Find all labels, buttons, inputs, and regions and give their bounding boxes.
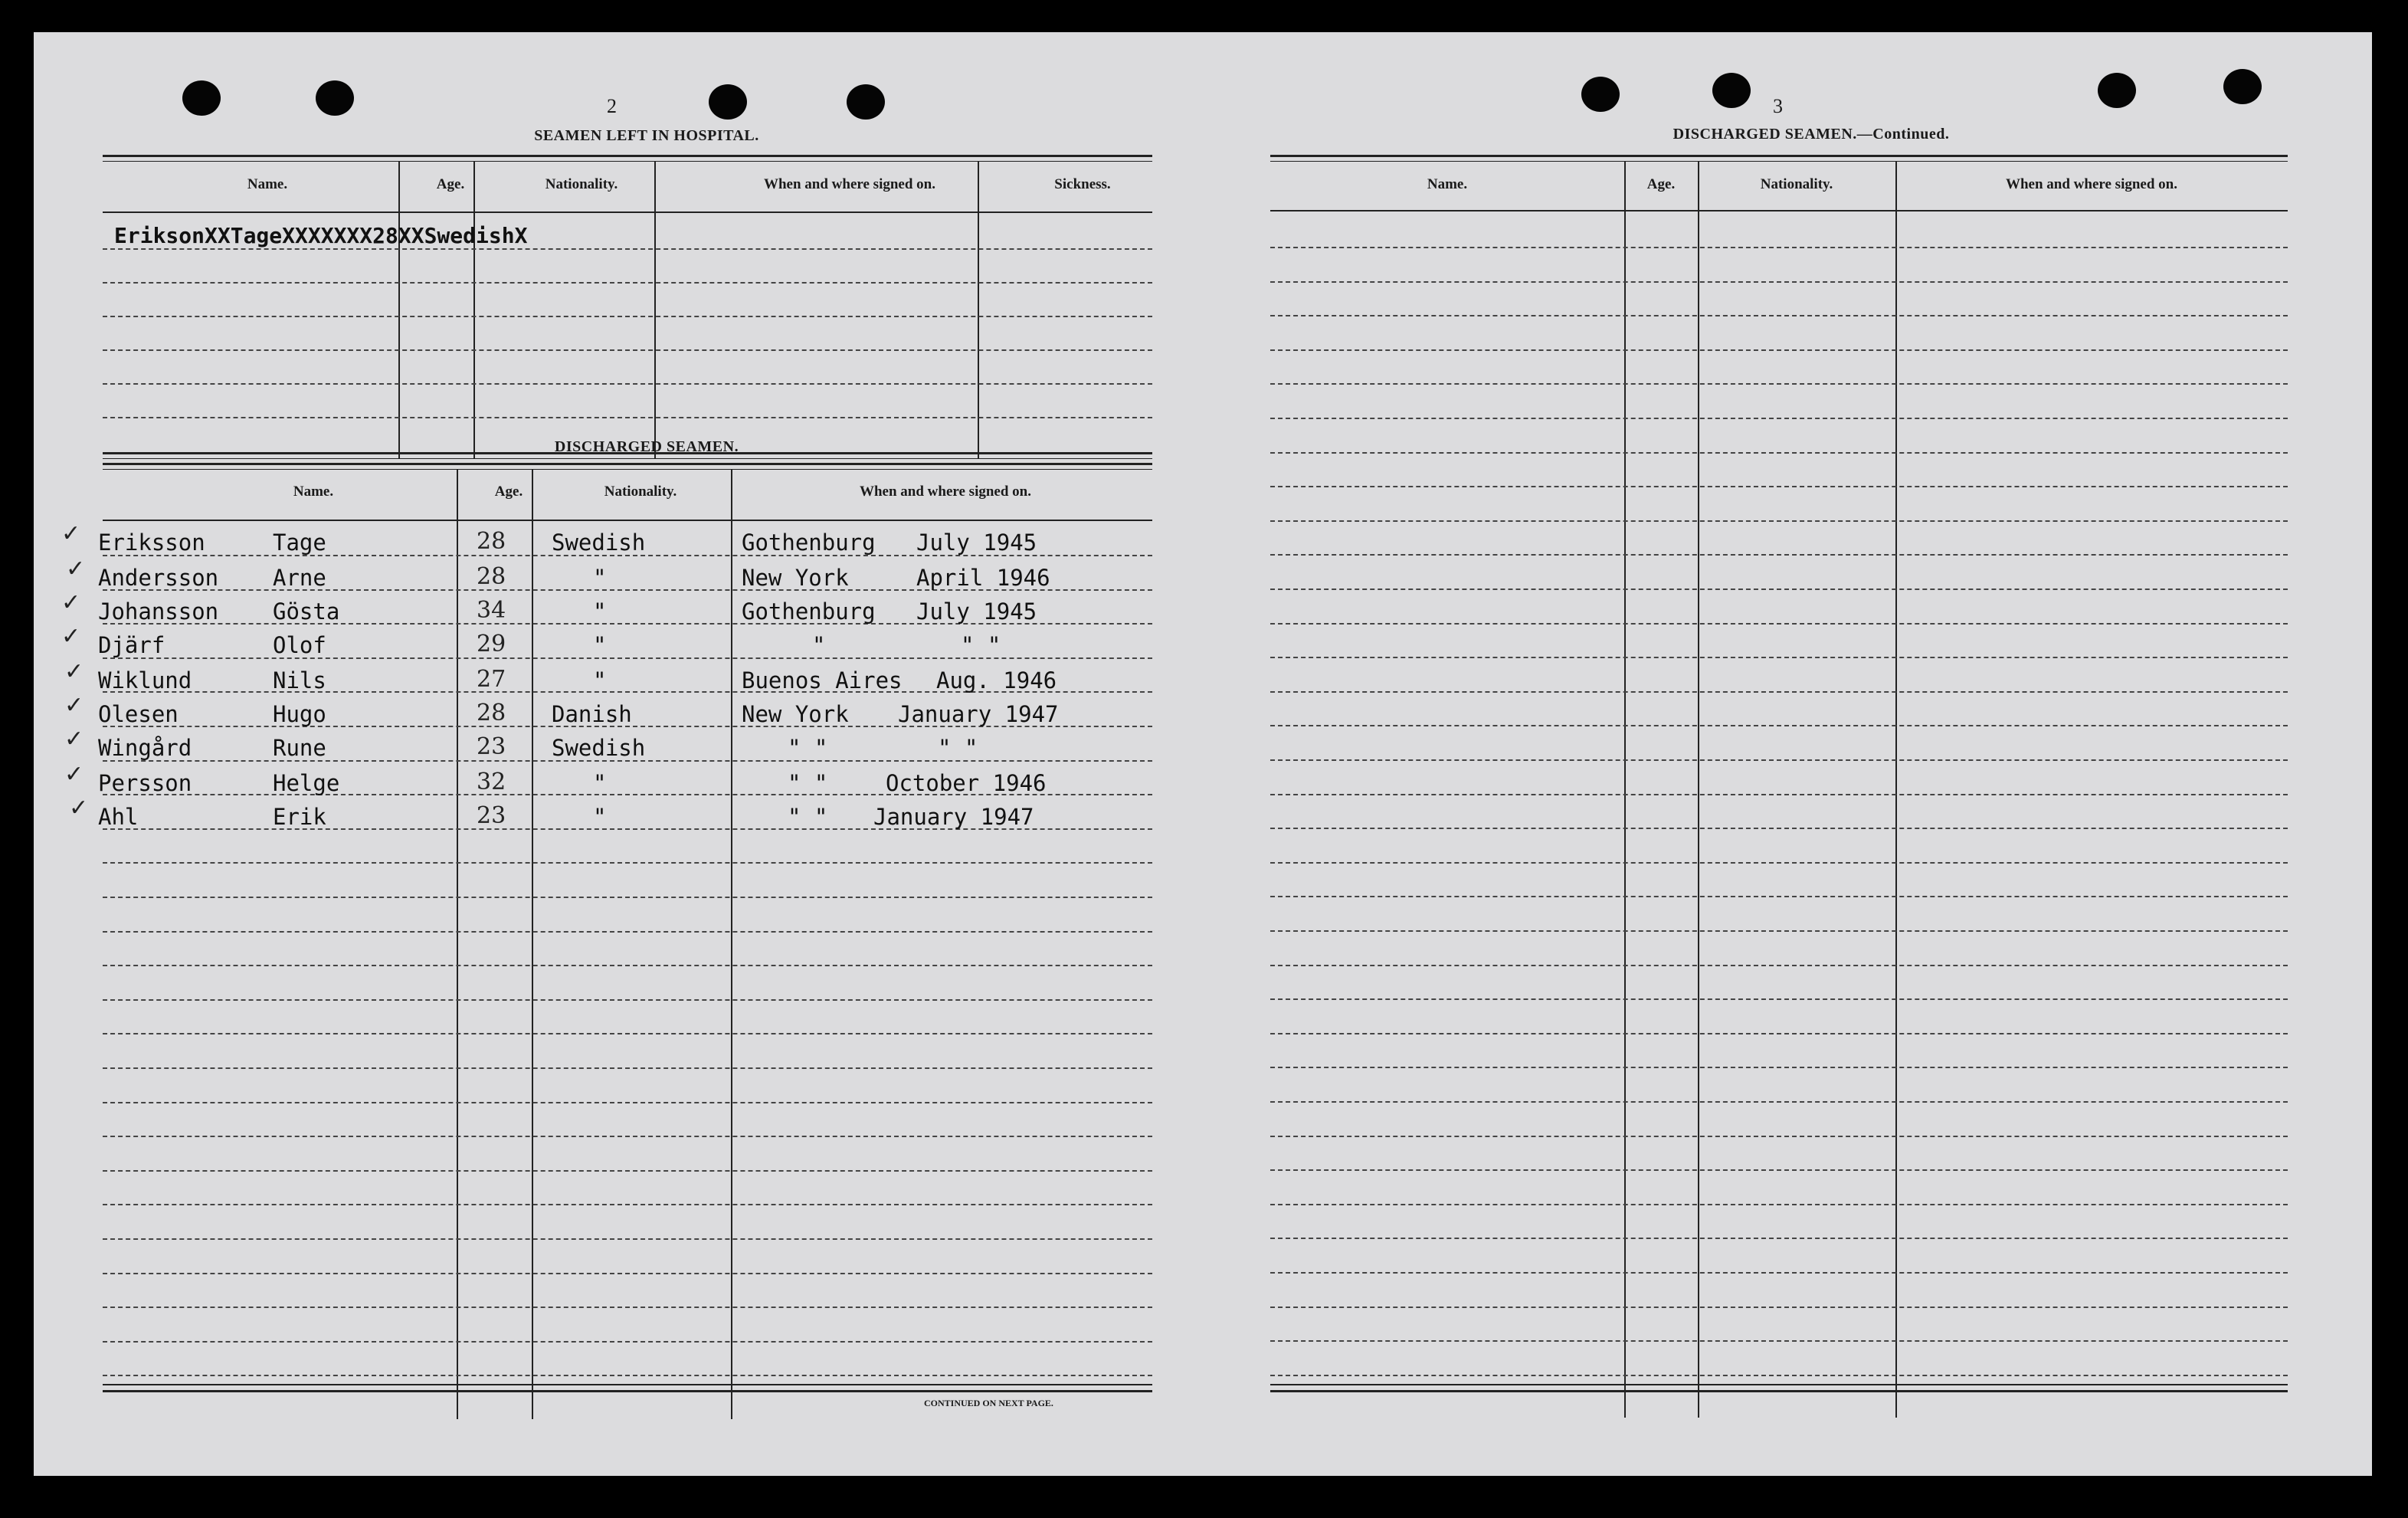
age: 28 (477, 563, 506, 590)
signed-place: " (812, 632, 826, 658)
tick-mark: ✓ (69, 795, 89, 821)
hospital-col-divider (978, 161, 979, 458)
discharged-top-rule (103, 463, 1152, 465)
ruled-line (1270, 520, 2288, 522)
ruled-line (1270, 281, 2288, 283)
hospital-top-rule-thin (103, 161, 1152, 162)
surname: Persson (98, 770, 192, 796)
discharged-col-divider (731, 469, 732, 1419)
signed-place: " " (788, 735, 828, 761)
right-header-age: Age. (1646, 176, 1676, 192)
discharged-header-age: Age. (494, 484, 523, 500)
ruled-line (1270, 1067, 2288, 1068)
signed-place: Buenos Aires (742, 667, 903, 693)
ruled-line (103, 999, 1152, 1001)
nationality: " (593, 632, 607, 658)
surname: Olesen (98, 701, 179, 727)
discharged-header-name: Name. (293, 484, 334, 500)
surname: Andersson (98, 565, 219, 591)
surname: Eriksson (98, 529, 205, 556)
hospital-col-divider (398, 161, 400, 458)
signed-date: July 1945 (916, 529, 1037, 556)
ruled-line (103, 897, 1152, 898)
right-header-name: Name. (1427, 176, 1468, 192)
nationality: " (593, 770, 607, 796)
punch-hole (709, 84, 747, 120)
discharged-header-rule (103, 520, 1152, 521)
hospital-row-line (103, 417, 1152, 418)
continued-section-title: DISCHARGED SEAMEN.—Continued. (1672, 126, 1950, 143)
hospital-row-line (103, 282, 1152, 284)
hospital-row-line (103, 383, 1152, 385)
ruled-line (103, 1067, 1152, 1069)
punch-hole (2098, 73, 2136, 108)
discharged-section-title: DISCHARGED SEAMEN. (554, 438, 739, 455)
age: 23 (477, 802, 506, 829)
tick-mark: ✓ (61, 520, 81, 547)
hospital-struck-entry: EriksonXXTageXXXXXXX28XXSwedishX (114, 223, 528, 248)
nationality: Swedish (552, 529, 646, 556)
age: 23 (477, 733, 506, 760)
page-number-right: 3 (1773, 95, 1783, 117)
right-bottom-rule (1270, 1384, 2288, 1385)
given-name: Arne (273, 565, 326, 591)
given-name: Gösta (273, 598, 340, 625)
hospital-header-sickness: Sickness. (1054, 176, 1111, 192)
ruled-line (103, 965, 1152, 966)
discharged-bottom-rule (103, 1384, 1152, 1385)
tick-mark: ✓ (64, 726, 84, 752)
tick-mark: ✓ (66, 556, 86, 582)
signed-date: April 1946 (916, 565, 1050, 591)
ruled-line (1270, 589, 2288, 590)
ruled-line (103, 1170, 1152, 1172)
surname: Wiklund (98, 667, 192, 693)
signed-date: Aug. 1946 (936, 667, 1057, 693)
ruled-line (1270, 1375, 2288, 1376)
hospital-row-line (103, 316, 1152, 317)
ruled-line (1270, 657, 2288, 658)
ruled-line (1270, 554, 2288, 556)
ruled-line (1270, 998, 2288, 1000)
ruled-line (1270, 247, 2288, 248)
tick-mark: ✓ (64, 761, 84, 788)
ruled-line (1270, 1136, 2288, 1137)
hospital-section-title: SEAMEN LEFT IN HOSPITAL. (534, 127, 759, 144)
ruled-line (1270, 691, 2288, 693)
ruled-line (103, 1375, 1152, 1376)
ruled-line (1270, 1272, 2288, 1274)
signed-place: " " (788, 770, 828, 796)
tick-mark: ✓ (64, 658, 84, 685)
hospital-header-age: Age. (436, 176, 465, 192)
signed-place: New York (742, 701, 849, 727)
hospital-top-rule (103, 155, 1152, 157)
hospital-row-line (103, 349, 1152, 351)
ruled-line (103, 1136, 1152, 1137)
hospital-bottom-rule-thin (103, 458, 1152, 459)
ruled-line (1270, 1204, 2288, 1205)
signed-date: January 1947 (898, 701, 1059, 727)
document-sheet (34, 32, 2372, 1476)
right-bottom-rule-thick (1270, 1390, 2288, 1392)
age: 28 (477, 700, 506, 726)
ruled-line (1270, 759, 2288, 761)
ruled-line (1270, 896, 2288, 897)
discharged-header-signed-on: When and where signed on. (859, 484, 1031, 500)
ruled-line (1270, 1169, 2288, 1171)
right-header-nationality: Nationality. (1760, 176, 1833, 192)
hospital-col-divider (473, 161, 475, 458)
ruled-line (103, 1341, 1152, 1343)
ruled-line (1270, 486, 2288, 487)
given-name: Erik (273, 804, 326, 830)
hospital-row-line (103, 248, 1152, 250)
ruled-line (1270, 1238, 2288, 1239)
hospital-col-divider (654, 161, 656, 458)
ruled-line (103, 1033, 1152, 1034)
ruled-line (1270, 725, 2288, 726)
ruled-line (103, 1102, 1152, 1103)
discharged-col-divider (532, 469, 533, 1419)
tick-mark: ✓ (61, 589, 81, 616)
ruled-line (103, 1238, 1152, 1240)
tick-mark: ✓ (64, 692, 84, 719)
surname: Djärf (98, 632, 165, 658)
punch-hole (316, 80, 354, 116)
right-top-rule-thin (1270, 161, 2288, 162)
ruled-line (1270, 930, 2288, 932)
punch-hole (1712, 73, 1751, 108)
given-name: Tage (273, 529, 326, 556)
nationality: " (593, 804, 607, 830)
ruled-line (1270, 349, 2288, 351)
punch-hole (1581, 77, 1620, 112)
ruled-line (103, 931, 1152, 933)
given-name: Olof (273, 632, 326, 658)
signed-date: January 1947 (873, 804, 1034, 830)
ruled-line (1270, 623, 2288, 625)
age: 32 (477, 769, 506, 795)
age: 28 (477, 528, 506, 555)
given-name: Hugo (273, 701, 326, 727)
signed-place: Gothenburg (742, 598, 876, 625)
discharged-header-nationality: Nationality. (604, 484, 677, 500)
signed-date: July 1945 (916, 598, 1037, 625)
age: 27 (477, 666, 506, 693)
signed-date: " " (938, 735, 978, 761)
ruled-line (1270, 1101, 2288, 1103)
nationality: " (593, 667, 607, 693)
tick-mark: ✓ (61, 623, 81, 650)
ruled-line (1270, 828, 2288, 829)
discharged-col-divider (457, 469, 458, 1419)
hospital-header-nationality: Nationality. (545, 176, 618, 192)
right-top-rule (1270, 155, 2288, 157)
nationality: " (593, 598, 607, 625)
discharged-top-rule-thin (103, 469, 1152, 470)
signed-date: " " (961, 632, 1001, 658)
surname: Johansson (98, 598, 219, 625)
hospital-header-signed-on: When and where signed on. (763, 176, 935, 192)
given-name: Helge (273, 770, 340, 796)
nationality: Danish (552, 701, 632, 727)
right-header-rule (1270, 210, 2288, 211)
signed-place: " " (788, 804, 828, 830)
ruled-line (103, 1307, 1152, 1308)
ruled-line (1270, 965, 2288, 966)
punch-hole (182, 80, 221, 116)
hospital-header-name: Name. (247, 176, 288, 192)
nationality: " (593, 565, 607, 591)
signed-place: Gothenburg (742, 529, 876, 556)
surname: Ahl (98, 804, 139, 830)
punch-hole (847, 84, 885, 120)
given-name: Nils (273, 667, 326, 693)
surname: Wingård (98, 735, 192, 761)
ruled-line (103, 1204, 1152, 1205)
ruled-line (1270, 315, 2288, 316)
ruled-line (1270, 862, 2288, 864)
ruled-line (1270, 1307, 2288, 1308)
punch-hole (2223, 69, 2262, 104)
ruled-line (103, 1273, 1152, 1274)
age: 29 (477, 631, 506, 657)
ruled-line (1270, 1340, 2288, 1342)
ruled-line (1270, 418, 2288, 419)
ruled-line (1270, 452, 2288, 454)
discharged-bottom-rule-thick (103, 1390, 1152, 1392)
signed-date: October 1946 (886, 770, 1047, 796)
ruled-line (1270, 794, 2288, 795)
age: 34 (477, 597, 506, 624)
ruled-line (103, 862, 1152, 864)
nationality: Swedish (552, 735, 646, 761)
ruled-line (1270, 1033, 2288, 1034)
right-header-signed-on: When and where signed on. (2005, 176, 2177, 192)
signed-place: New York (742, 565, 849, 591)
ruled-line (1270, 383, 2288, 385)
continued-note: CONTINUED ON NEXT PAGE. (924, 1398, 1053, 1408)
hospital-header-rule (103, 211, 1152, 213)
given-name: Rune (273, 735, 326, 761)
page-number-left: 2 (607, 95, 617, 117)
